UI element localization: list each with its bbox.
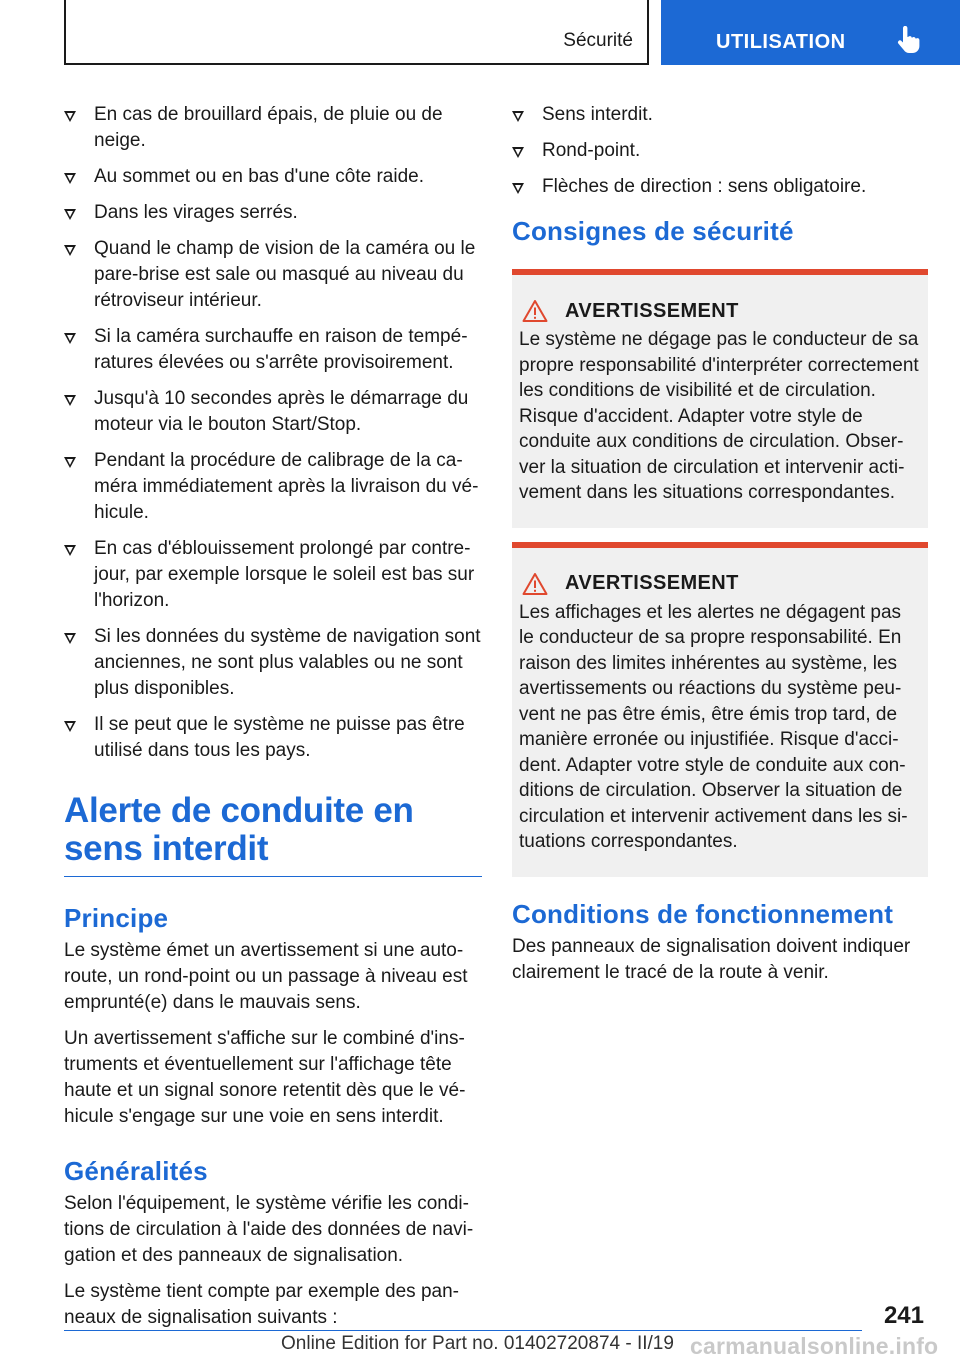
list-item: En cas d'éblouissement prolongé par contre-jour, par exemple lorsque le soleil est bas sur l'horizon.	[64, 536, 482, 614]
list-item: Dans les virages serrés.	[64, 200, 482, 226]
triangle-bullet-icon	[64, 633, 76, 644]
left-column	[64, 102, 482, 1341]
triangle-bullet-icon	[512, 111, 524, 122]
warning-text: Le système ne dégage pas le conducteur de sa propre responsabilité d'interpréter correctement les conditions de visibilité et de circulation. Risque d'accident. Adapter votre style de conduite aux conditions de circulation. Observer la situation de circulation et intervenir activement dans les situations correspondantes.	[519, 329, 919, 503]
list-item: Quand le champ de vision de la caméra ou le pare-brise est sale ou masqué au niveau du rétroviseur intérieur.	[64, 236, 482, 314]
warning-title: AVERTISSEMENT	[565, 299, 739, 322]
chapter-tab[interactable]	[661, 0, 960, 65]
list-item: En cas de brouillard épais, de pluie ou de neige.	[64, 102, 482, 154]
warning-box	[512, 542, 928, 877]
triangle-bullet-icon	[64, 721, 76, 732]
hand-pointer-icon	[896, 26, 922, 54]
warning-triangle-icon	[522, 299, 548, 323]
triangle-bullet-icon	[64, 457, 76, 468]
warning-box	[512, 269, 928, 528]
list-item: Jusqu'à 10 secondes après le démarrage du moteur via le bouton Start/Stop.	[64, 386, 482, 438]
triangle-bullet-icon	[64, 111, 76, 122]
section-title: Sécurité	[563, 30, 633, 51]
header-section-box	[64, 0, 649, 65]
right-column	[512, 102, 928, 996]
triangle-bullet-icon	[64, 395, 76, 406]
conditions-heading: Conditions de fonctionnement	[512, 898, 894, 929]
generalites-paragraph: Le système tient compte par exemple des panneaux de signalisation suivants :	[64, 1281, 459, 1328]
triangle-bullet-icon	[64, 173, 76, 184]
chapter-tab-label: UTILISATION	[716, 31, 846, 53]
triangle-bullet-icon	[512, 147, 524, 158]
principe-paragraph: Le système émet un avertissement si une autoroute, un rond-point ou un passage à niveau est emprunté(e) dans le mauvais sens.	[64, 940, 468, 1013]
consignes-heading: Consignes de sécurité	[512, 216, 794, 246]
list-item: Sens interdit.	[512, 102, 928, 128]
triangle-bullet-icon	[512, 183, 524, 194]
list-item: Pendant la procédure de calibrage de la caméra immédiatement après la livraison du véhicule.	[64, 448, 482, 526]
generalites-paragraph: Selon l'équipement, le système vérifie les conditions de circulation à l'aide des données de navigation et des panneaux de signalisation.	[64, 1193, 474, 1266]
limitations-list	[64, 102, 482, 764]
list-item: Flèches de direction : sens obligatoire.	[512, 174, 928, 200]
warning-triangle-icon	[522, 572, 548, 596]
list-item: Au sommet ou en bas d'une côte raide.	[64, 164, 482, 190]
watermark: carmanualsonline.info	[690, 1333, 939, 1359]
triangle-bullet-icon	[64, 209, 76, 220]
edition-note: Online Edition for Part no. 01402720874 - II/19	[281, 1333, 674, 1354]
list-item: Rond-point.	[512, 138, 928, 164]
list-item: Si la caméra surchauffe en raison de températures élevées ou s'arrête provisoirement.	[64, 324, 482, 376]
page-number: 241	[883, 1302, 924, 1329]
warning-title: AVERTISSEMENT	[565, 572, 739, 594]
list-item: Il se peut que le système ne puisse pas être utilisé dans tous les pays.	[64, 712, 482, 764]
conditions-paragraph: Des panneaux de signalisation doivent indiquer clairement le tracé de la route à venir.	[512, 935, 911, 983]
triangle-bullet-icon	[64, 545, 76, 556]
principe-heading: Principe	[64, 903, 169, 933]
section-heading: Alerte de conduite en sens interdit	[64, 792, 482, 877]
warning-text: Les affichages et les alertes ne dégagent pas le conducteur de sa propre responsabilité. En raison des limites inhérentes au système, les avertissements ou réactions du système peuvent ne pas être émis, être émis trop tard, de manière erronée ou injustifiée. Risque d'accident. Adapter votre style de conduite aux conditions de circulation. Observer la situation de circulation et intervenir activement dans les situations correspondantes.	[519, 601, 908, 852]
triangle-bullet-icon	[64, 333, 76, 344]
traffic-signs-list	[512, 102, 928, 200]
generalites-heading: Généralités	[64, 1156, 208, 1186]
triangle-bullet-icon	[64, 245, 76, 256]
footer-divider	[64, 1330, 862, 1331]
list-item: Si les données du système de navigation sont anciennes, ne sont plus valables ou ne sont plus disponibles.	[64, 624, 482, 702]
principe-paragraph: Un avertissement s'affiche sur le combiné d'instruments et éventuellement sur l'affichage tête haute et un signal sonore retentit dès que le véhicule s'engage sur une voie en sens interdit.	[64, 1028, 466, 1127]
